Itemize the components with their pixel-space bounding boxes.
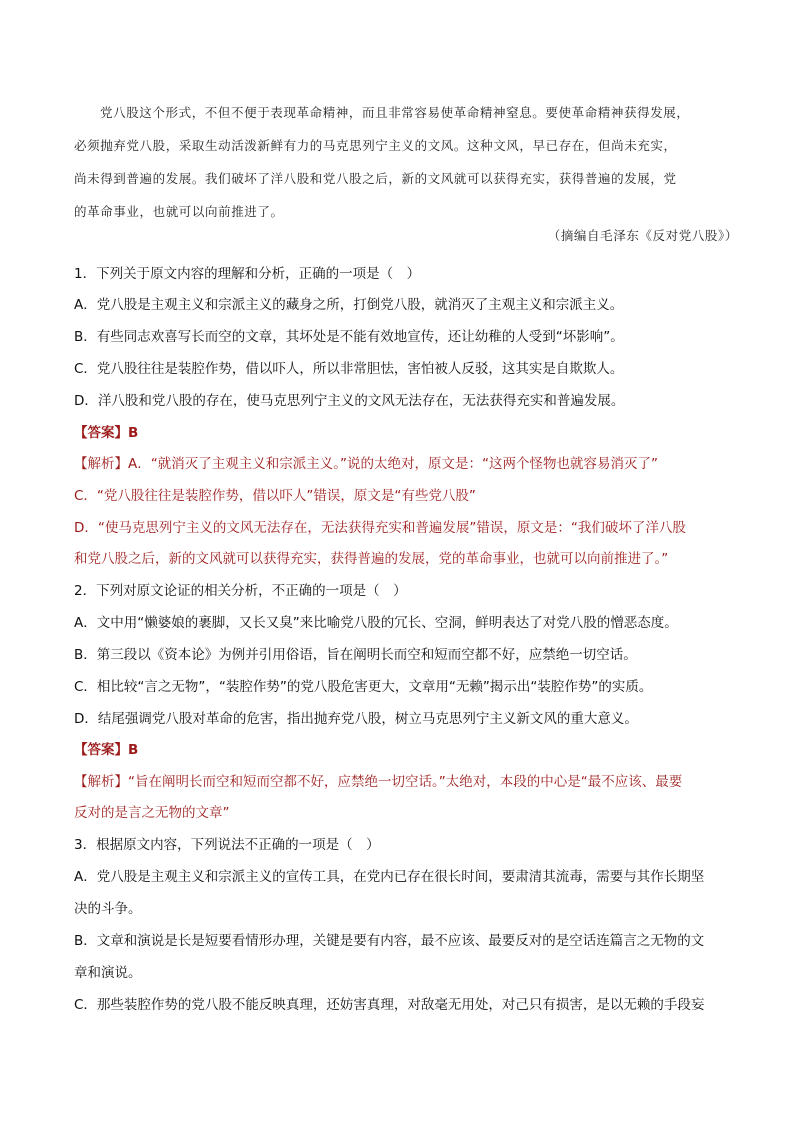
passage — [74, 96, 732, 228]
question-1-stem: 1．下列关于原文内容的理解和分析，正确的一项是（ ） — [74, 266, 421, 282]
question-1-analysis: 和党八股之后，新的文风就可以获得充实，获得普遍的发展，党的革命事业，也就可以向前推进了。” — [74, 551, 669, 567]
question-3-stem: 3．根据原文内容，下列说法不正确的一项是（ ） — [74, 837, 380, 853]
question-1-option-b: B．有些同志欢喜写长而空的文章，其坏处是不能有效地宣传，还让幼稚的人受到“坏影响”。 — [74, 329, 624, 345]
question-2-option-a: A．文中用“懒婆娘的裹脚，又长又臭”来比喻党八股的冗长、空洞，鲜明表达了对党八股的憎恶态度。 — [74, 615, 678, 631]
passage-line: 的革命事业，也就可以向前推进了。 — [74, 204, 284, 219]
question-3-option-b: 章和演说。 — [74, 965, 142, 981]
question-2-option-b: B．第三段以《资本论》为例并引用俗语，旨在阐明长而空和短而空都不好，应禁绝一切空话。 — [74, 647, 637, 663]
question-2-stem: 2．下列对原文论证的相关分析，不正确的一项是（ ） — [74, 583, 407, 599]
question-3-option-b: B．文章和演说是长是短要看情形办理，关键是要有内容，最不应该、最要反对的是空话连篇言之无物的文 — [74, 933, 705, 949]
question-3-option-c: C．那些装腔作势的党八股不能反映真理，还妨害真理，对敌毫无用处，对己只有损害，是以无赖的手段妄 — [74, 997, 705, 1013]
passage-source: （摘编自毛泽东《反对党八股》） — [547, 228, 738, 243]
question-1-analysis: 【解析】A．“就消灭了主观主义和宗派主义。”说的太绝对，原文是：“这两个怪物也就容易消灭了” — [74, 456, 658, 472]
question-2-analysis: 【解析】“旨在阐明长而空和短而空都不好，应禁绝一切空话。”太绝对，本段的中心是“最不应该、最要 — [74, 774, 683, 790]
question-1-analysis: C．“党八股往往是装腔作势，借以吓人”错误，原文是“有些党八股” — [74, 488, 476, 504]
question-3-option-a: A．党八股是主观主义和宗派主义的宣传工具，在党内已存在很长时间，要肃清其流毒，需要与其作长期坚 — [74, 869, 705, 885]
question-1-option-c: C．党八股往往是装腔作势，借以吓人，所以非常胆怯，害怕被人反驳，这其实是自欺欺人。 — [74, 361, 624, 377]
passage-line: 尚未得到普遍的发展。我们破坏了洋八股和党八股之后，新的文风就可以获得充实，获得普遍的发展，党 — [74, 171, 677, 186]
question-3-option-a: 决的斗争。 — [74, 901, 142, 917]
question-2-option-d: D．结尾强调党八股对革命的危害，指出抛弃党八股，树立马克思列宁主义新文风的重大意义。 — [74, 711, 638, 727]
passage-line: 必须抛弃党八股，采取生动活泼新鲜有力的马克思列宁主义的文风。这种文风，早已存在，但尚未充实， — [74, 138, 677, 153]
question-2-option-c: C．相比较“言之无物”，“装腔作势”的党八股危害更大，文章用“无赖”揭示出“装腔作势”的实质。 — [74, 679, 653, 695]
question-1-option-d: D．洋八股和党八股的存在，使马克思列宁主义的文风无法存在，无法获得充实和普遍发展。 — [74, 393, 625, 409]
question-1-answer: 【答案】B — [74, 425, 139, 441]
question-1-analysis: D．“使马克思列宁主义的文风无法存在，无法获得充实和普遍发展”错误，原文是：“我们破坏了洋八股 — [74, 520, 686, 536]
question-2-analysis: 反对的是言之无物的文章” — [74, 805, 230, 821]
passage-line: 党八股这个形式，不但不便于表现革命精神，而且非常容易使革命精神窒息。要使革命精神获得发展， — [100, 105, 690, 120]
question-1-option-a: A．党八股是主观主义和宗派主义的藏身之所，打倒党八股，就消灭了主观主义和宗派主义。 — [74, 297, 624, 313]
question-2-answer: 【答案】B — [74, 742, 139, 758]
